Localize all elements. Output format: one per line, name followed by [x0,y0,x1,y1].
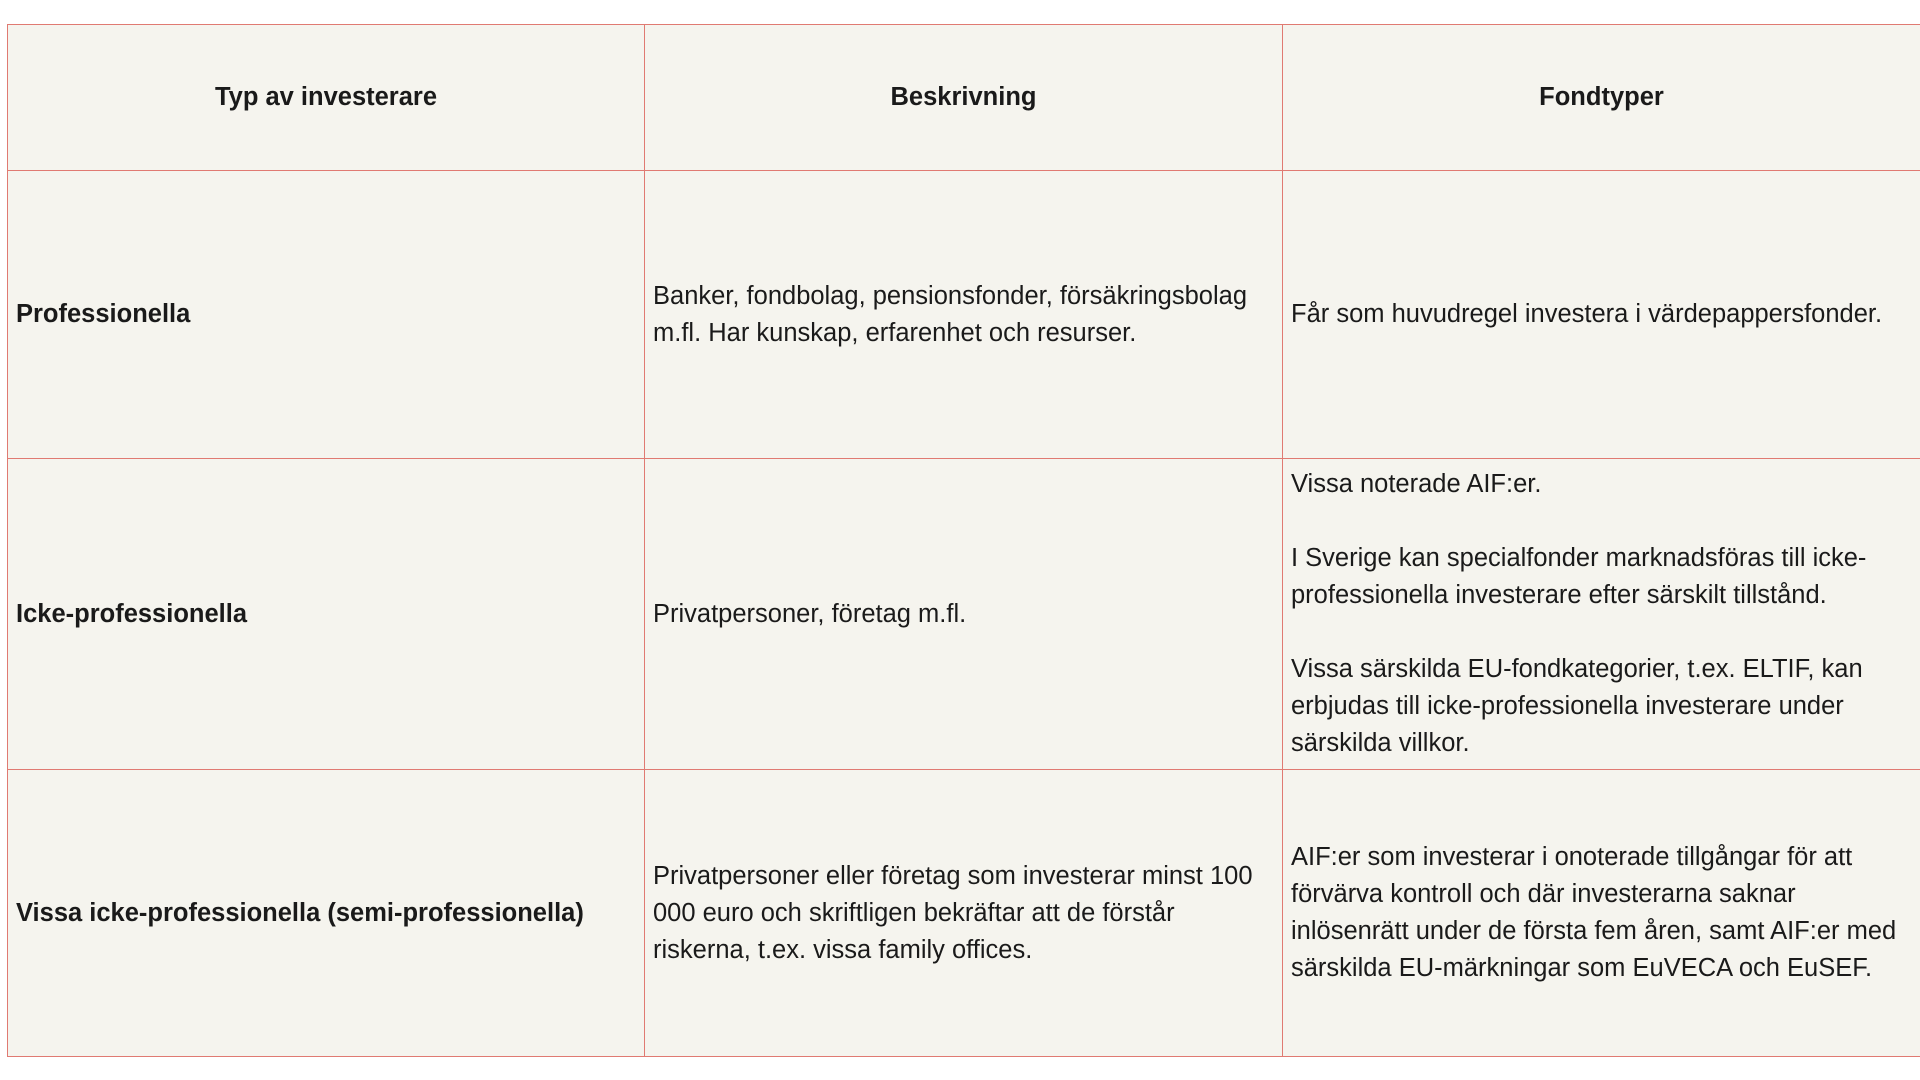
fund-types-paragraph: AIF:er som investerar i onoterade tillgångar för att förvärva kontroll och där investerarna saknar inlösenrätt under de första fem åren, samt AIF:er med särskilda EU-märkningar som EuVECA och EuSEF. [1291,843,1897,982]
description-cell: Banker, fondbolag, pensionsfonder, försäkringsbolag m.fl. Har kunskap, erfarenhet och resurser. [645,171,1283,459]
header-description: Beskrivning [645,25,1283,171]
investor-types-table [7,24,1920,1057]
table-row [8,459,1920,770]
investor-type-cell: Vissa icke-professionella (semi-professionella) [8,770,645,1057]
fund-types-paragraph: I Sverige kan specialfonder marknadsföras till icke-professionella investerare efter särskilt tillstånd. [1291,544,1867,609]
fund-types-cell [1283,459,1920,770]
description-cell: Privatpersoner, företag m.fl. [645,459,1283,770]
fund-types-paragraph: Vissa särskilda EU-fondkategorier, t.ex. ELTIF, kan erbjudas till icke-professionella investerare under särskilda villkor. [1291,655,1863,757]
investor-type-cell: Professionella [8,171,645,459]
fund-types-paragraph: Vissa noterade AIF:er. [1291,470,1542,498]
fund-types-paragraph: Får som huvudregel investera i värdepappersfonder. [1291,300,1883,328]
fund-types-cell [1283,171,1920,459]
investor-type-cell: Icke-professionella [8,459,645,770]
table-row [8,770,1920,1057]
table-row [8,171,1920,459]
table-header [8,25,1920,171]
header-investor-type: Typ av investerare [8,25,645,171]
table-body [8,171,1920,1057]
description-cell: Privatpersoner eller företag som investerar minst 100 000 euro och skriftligen bekräftar att de förstår riskerna, t.ex. vissa family offices. [645,770,1283,1057]
header-fund-types: Fondtyper [1283,25,1920,171]
fund-types-cell [1283,770,1920,1057]
investor-types-table-container [7,24,1920,1057]
header-row [8,25,1920,171]
